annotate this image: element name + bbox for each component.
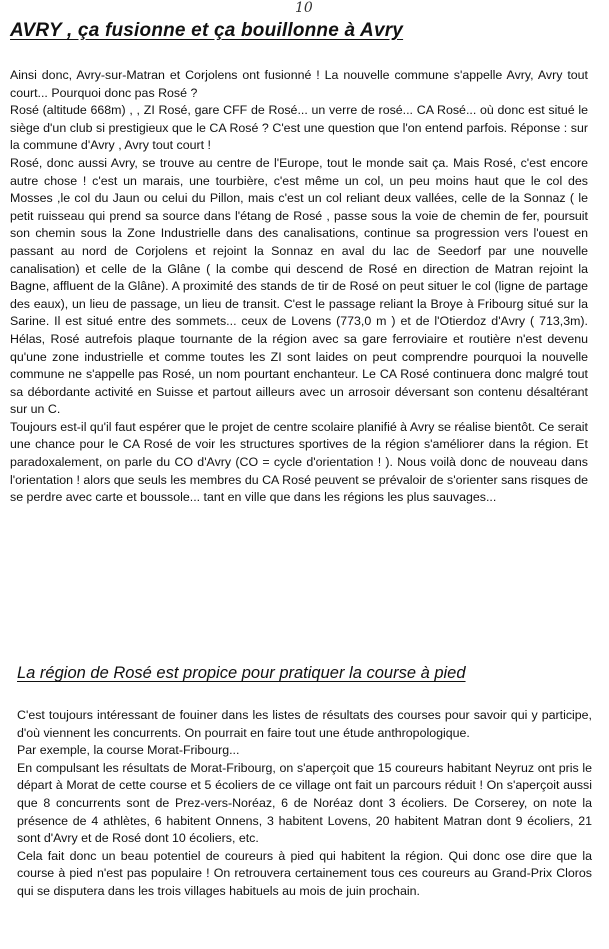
paragraph: Ainsi donc, Avry-sur-Matran et Corjolens ont fusionné ! La nouvelle commune s'appelle Avry, Avry tout court... Pourquoi donc pas Rosé ? [10,68,588,100]
article-body-section-2 [17,707,592,901]
paragraph: C'est toujours intéressant de fouiner dans les listes de résultats des courses pour savoir qui y participe, d'où viennent les concurrents. On pourrait en faire tout une étude anthropologique. [17,708,592,740]
section-heading: La région de Rosé est propice pour pratiquer la course à pied [17,664,466,682]
paragraph: Toujours est-il qu'il faut espérer que le projet de centre scolaire planifié à Avry se réalise bientôt. Ce serait une chance pour le CA Rosé de voir les structures sportives de la région s'améliorer dans la région. Et paradoxalement, on parle du CO d'Avry (CO = cycle d'orientation ! ). Nous voilà donc de nouveau dans l'orientation ! alors que seuls les membres du CA Rosé peuvent se prévaloir de s'orienter sans risques de se perdre avec carte et boussole... tant en ville que dans les régions les plus sauvages... [10,419,588,505]
paragraph: Rosé, donc aussi Avry, se trouve au centre de l'Europe, tout le monde sait ça. Mais Rosé, c'est encore autre chose ! c'est un marais, une tourbière, c'est même un col, un peu moins haut que le col des Mosses ,le col du Jaun ou celui du Pillon, mais c'est un col reliant deux vallées, celle de la Sonnaz ( le petit ruisseau qui prend sa source dans l'étang de Rosé , passe sous la voie de chemin de fer, poursuit son chemin sous la Zone Industrielle dans des canalisations, continue sa progression vers l'ouest en passant au nord de Corjolens et rejoint la Sonnaz en aval du lac de Seedorf par une nouvelle canalisation) et celle de la Glâne ( la combe qui descend de Rosé en direction de Matran rejoint la Bagne, affluent de la Glâne). A proximité des stands de tir de Rosé on peut situer le col (ligne de partage des eaux), un lieu de passage, un lieu de transit. C'est le passage reliant la Broye à Fribourg situé sur la Sarine. Il est situé entre des sommets... ceux de Lovens (773,0 m ) et de l'Otierdoz d'Avry ( 713,3m). Hélas, Rosé autrefois plaque tournante de la région avec sa gare ferroviaire et routière n'est devenu qu'une zone industrielle et comme toutes les ZI sont laides on peut comprendre pourquoi la nouvelle commune ne s'appelle pas Rosé, un nom pourtant enchanteur. Le CA Rosé continuera donc malgré tout sa débordante activité en Suisse et partout ailleurs avec un arrosoir déversant son contenu désaltérant sur un C. [10,155,588,417]
article-body-section-1 [10,67,588,507]
paragraph: Par exemple, la course Morat-Fribourg... [17,743,240,758]
page-title: AVRY , ça fusionne et ça bouillonne à Avry [10,20,404,41]
paragraph: Rosé (altitude 668m) , , ZI Rosé, gare CFF de Rosé... un verre de rosé... CA Rosé... où donc est situé le siège d'un club si prestigieux que le CA Rosé ? C'est une question que l'on entend parfois. Réponse : sur la commune d'Avry , Avry tout court ! [10,103,588,153]
page-number: 10 [295,0,313,16]
paragraph: En compulsant les résultats de Morat-Fribourg, on s'aperçoit que 15 coureurs habitant Neyruz ont pris le départ à Morat de cette course et 5 écoliers de ce village ont fait un parcours réduit ! On s'aperçoit aussi que 8 concurrents sont de Prez-vers-Noréaz, 6 de Noréaz dont 3 écoliers. De Corserey, on note la présence de 4 athlètes, 6 habitent Onnens, 3 habitent Lovens, 20 habitent Matran dont 9 écoliers, 21 sont d'Avry et de Rosé dont 10 écoliers, etc. [17,760,592,846]
paragraph: Cela fait donc un beau potentiel de coureurs à pied qui habitent la région. Qui donc ose dire que la course à pied n'est pas populaire ! On retrouvera certainement tous ces coureurs au Grand-Prix Cloros qui se disputera dans les trois villages habituels au mois de juin prochain. [17,848,592,898]
